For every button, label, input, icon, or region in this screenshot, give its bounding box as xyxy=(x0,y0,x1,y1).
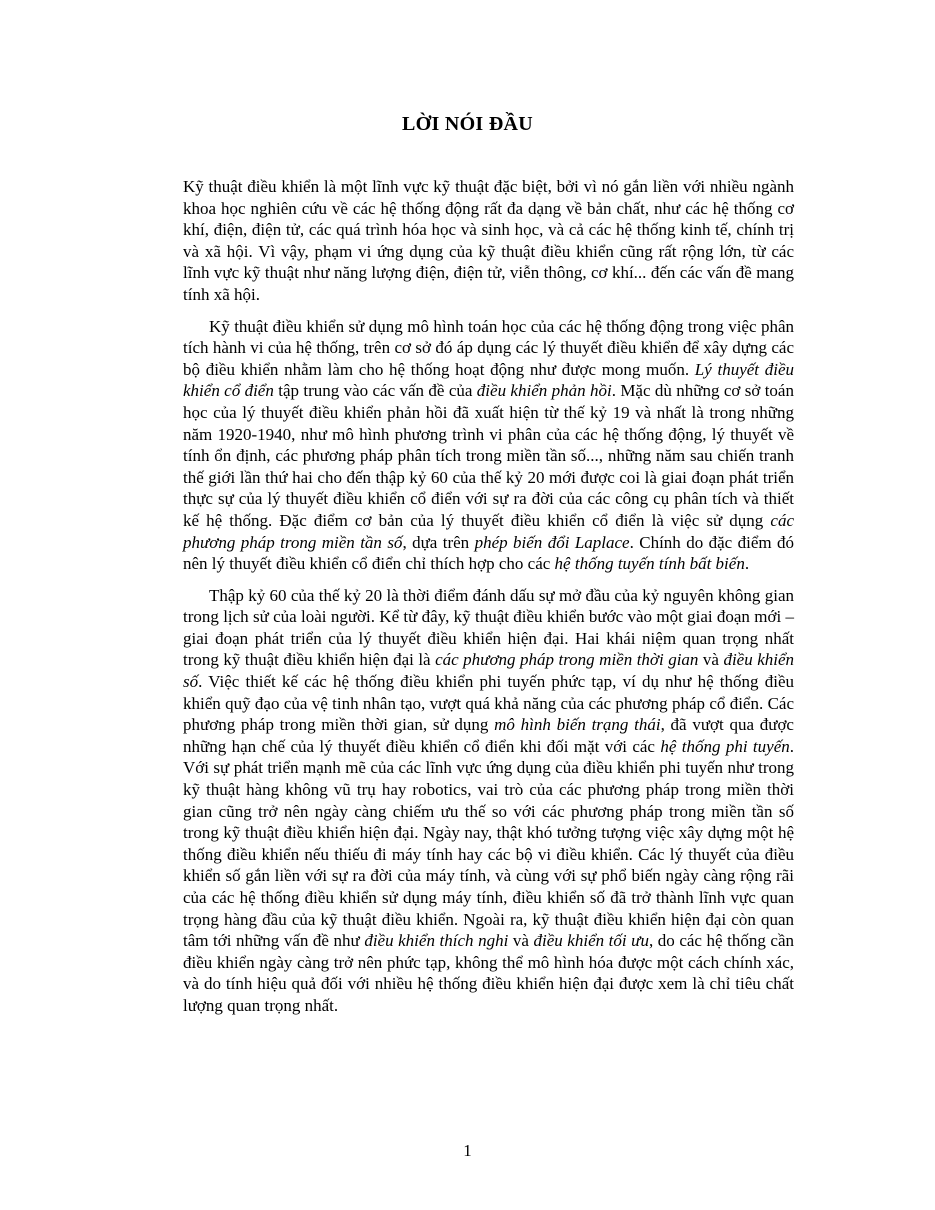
italic-term: hệ thống tuyến tính bất biến xyxy=(554,554,745,574)
italic-term: Lý thuyết điều khiển cổ điển xyxy=(183,359,794,401)
text-segment: và xyxy=(698,650,724,670)
text-segment: , do các hệ thống cần điều khiển ngày càng trở nên phức tạp, không thể mô hình hóa được một cách chính xác, và do tính hiệu quả đối với nhiều hệ thống điều khiển hiện đại được xem là chỉ tiêu chất lượng quan trọng nhất. xyxy=(183,931,794,1015)
italic-term: hệ thống phi tuyến xyxy=(660,736,790,756)
italic-term: điều khiển phản hồi xyxy=(476,381,612,401)
text-segment: , dựa trên xyxy=(402,532,475,552)
italic-term: điều khiển số xyxy=(183,650,795,692)
text-segment: . xyxy=(744,554,750,574)
italic-term: điều khiển thích nghi xyxy=(364,931,509,951)
text-segment: Kỹ thuật điều khiển là một lĩnh vực kỹ thuật đặc biệt, bởi vì nó gắn liền với nhiều ngành khoa học nghiên cứu về các hệ thống động rất đa dạng về bản chất, như các hệ thống cơ khí, điện, điện tử, các quá trình hóa học và sinh học, và cả các hệ thống kinh tế, chính trị và xã hội. Vì vậy, phạm vi ứng dụng của kỹ thuật điều khiển cũng rất rộng lớn, từ các lĩnh vực kỹ thuật như năng lượng điện, điện tử, viễn thông, cơ khí... đến các vấn đề mang tính xã hội. xyxy=(183,177,794,304)
paragraph-2 xyxy=(183,316,794,575)
text-segment: . Việc thiết kế các hệ thống điều khiển phi tuyến phức tạp, ví dụ như hệ thống điều khiển quỹ đạo của vệ tinh nhân tạo, vượt quá khả năng của các phương pháp cổ điển. Các phương pháp trong miền thời gian, sử dụng xyxy=(183,672,794,735)
text-segment: và xyxy=(508,931,534,951)
italic-term: phép biến đổi Laplace xyxy=(474,532,630,552)
body-text xyxy=(183,176,794,1027)
text-segment: . Chính do đặc điểm đó nên lý thuyết điều khiển cổ điển chỉ thích hợp cho các xyxy=(183,532,794,574)
text-segment: . Mặc dù những cơ sở toán học của lý thuyết điều khiển phản hồi đã xuất hiện từ thế kỷ 19 và nhất là trong những năm 1920-1940, như mô hình phương trình vi phân của các hệ thống động, lý thuyết về tính ổn định, các phương pháp phân tích trong miền tần số..., những năm sau chiến tranh thế giới lần thứ hai cho đến thập kỷ 60 của thế kỷ 20 mới được coi là giai đoạn phát triển thực sự của lý thuyết điều khiển cổ điển với sự ra đời của các công cụ phân tích và thiết kế hệ thống. Đặc điểm cơ bản của lý thuyết điều khiển cổ điển là việc sử dụng xyxy=(183,381,794,530)
italic-term: mô hình biến trạng thái xyxy=(494,715,661,735)
text-segment: , đã vượt qua được những hạn chế của lý thuyết điều khiển cổ điển khi đối mặt với các xyxy=(183,715,794,756)
text-segment: . Với sự phát triển mạnh mẽ của các lĩnh vực ứng dụng của điều khiển phi tuyến như trong kỹ thuật hàng không vũ trụ hay robotics, vai trò của các phương pháp trong miền thời gian cũng trở nên ngày càng chiếm ưu thế so với các phương pháp trong miền tần số trong kỹ thuật điều khiển hiện đại. Ngày nay, thật khó tưởng tượng việc xây dựng một hệ thống điều khiển nếu thiếu đi máy tính hay các bộ vi điều khiển. Các lý thuyết của điều khiển số gắn liền với sự ra đời của máy tính, và cùng với sự phổ biến ngày càng rộng rãi của các hệ thống điều khiển sử dụng máy tính, điều khiển số đã trở thành lĩnh vực quan trọng hàng đầu của kỹ thuật điều khiển. Ngoài ra, kỹ thuật điều khiển hiện đại còn quan tâm tới những vấn đề như xyxy=(183,736,794,951)
italic-term: các phương pháp trong miền thời gian xyxy=(435,650,699,670)
text-segment: Thập kỷ 60 của thế kỷ 20 là thời điểm đánh dấu sự mở đầu của kỷ nguyên không gian trong lịch sử của loài người. Kể từ đây, kỹ thuật điều khiển bước vào một giai đoạn mới – giai đoạn phát triển của lý thuyết điều khiển hiện đại. Hai khái niệm quan trọng nhất trong kỹ thuật điều khiển hiện đại là xyxy=(183,585,794,670)
text-segment: Kỹ thuật điều khiển sử dụng mô hình toán học của các hệ thống động trong việc phân tích hành vi của hệ thống, trên cơ sở đó áp dụng các lý thuyết điều khiển để xây dựng các bộ điều khiển nhằm làm cho hệ thống hoạt động như được mong muốn. xyxy=(183,316,794,379)
page-title: LỜI NÓI ĐẦU xyxy=(401,113,534,135)
italic-term: điều khiển tối ưu xyxy=(533,931,649,951)
paragraph-3 xyxy=(183,585,794,1017)
text-segment: tập trung vào các vấn đề của xyxy=(273,381,477,401)
italic-term: các phương pháp trong miền tần số xyxy=(183,510,794,552)
page-number: 1 xyxy=(463,1141,472,1160)
paragraph-1 xyxy=(183,176,794,306)
